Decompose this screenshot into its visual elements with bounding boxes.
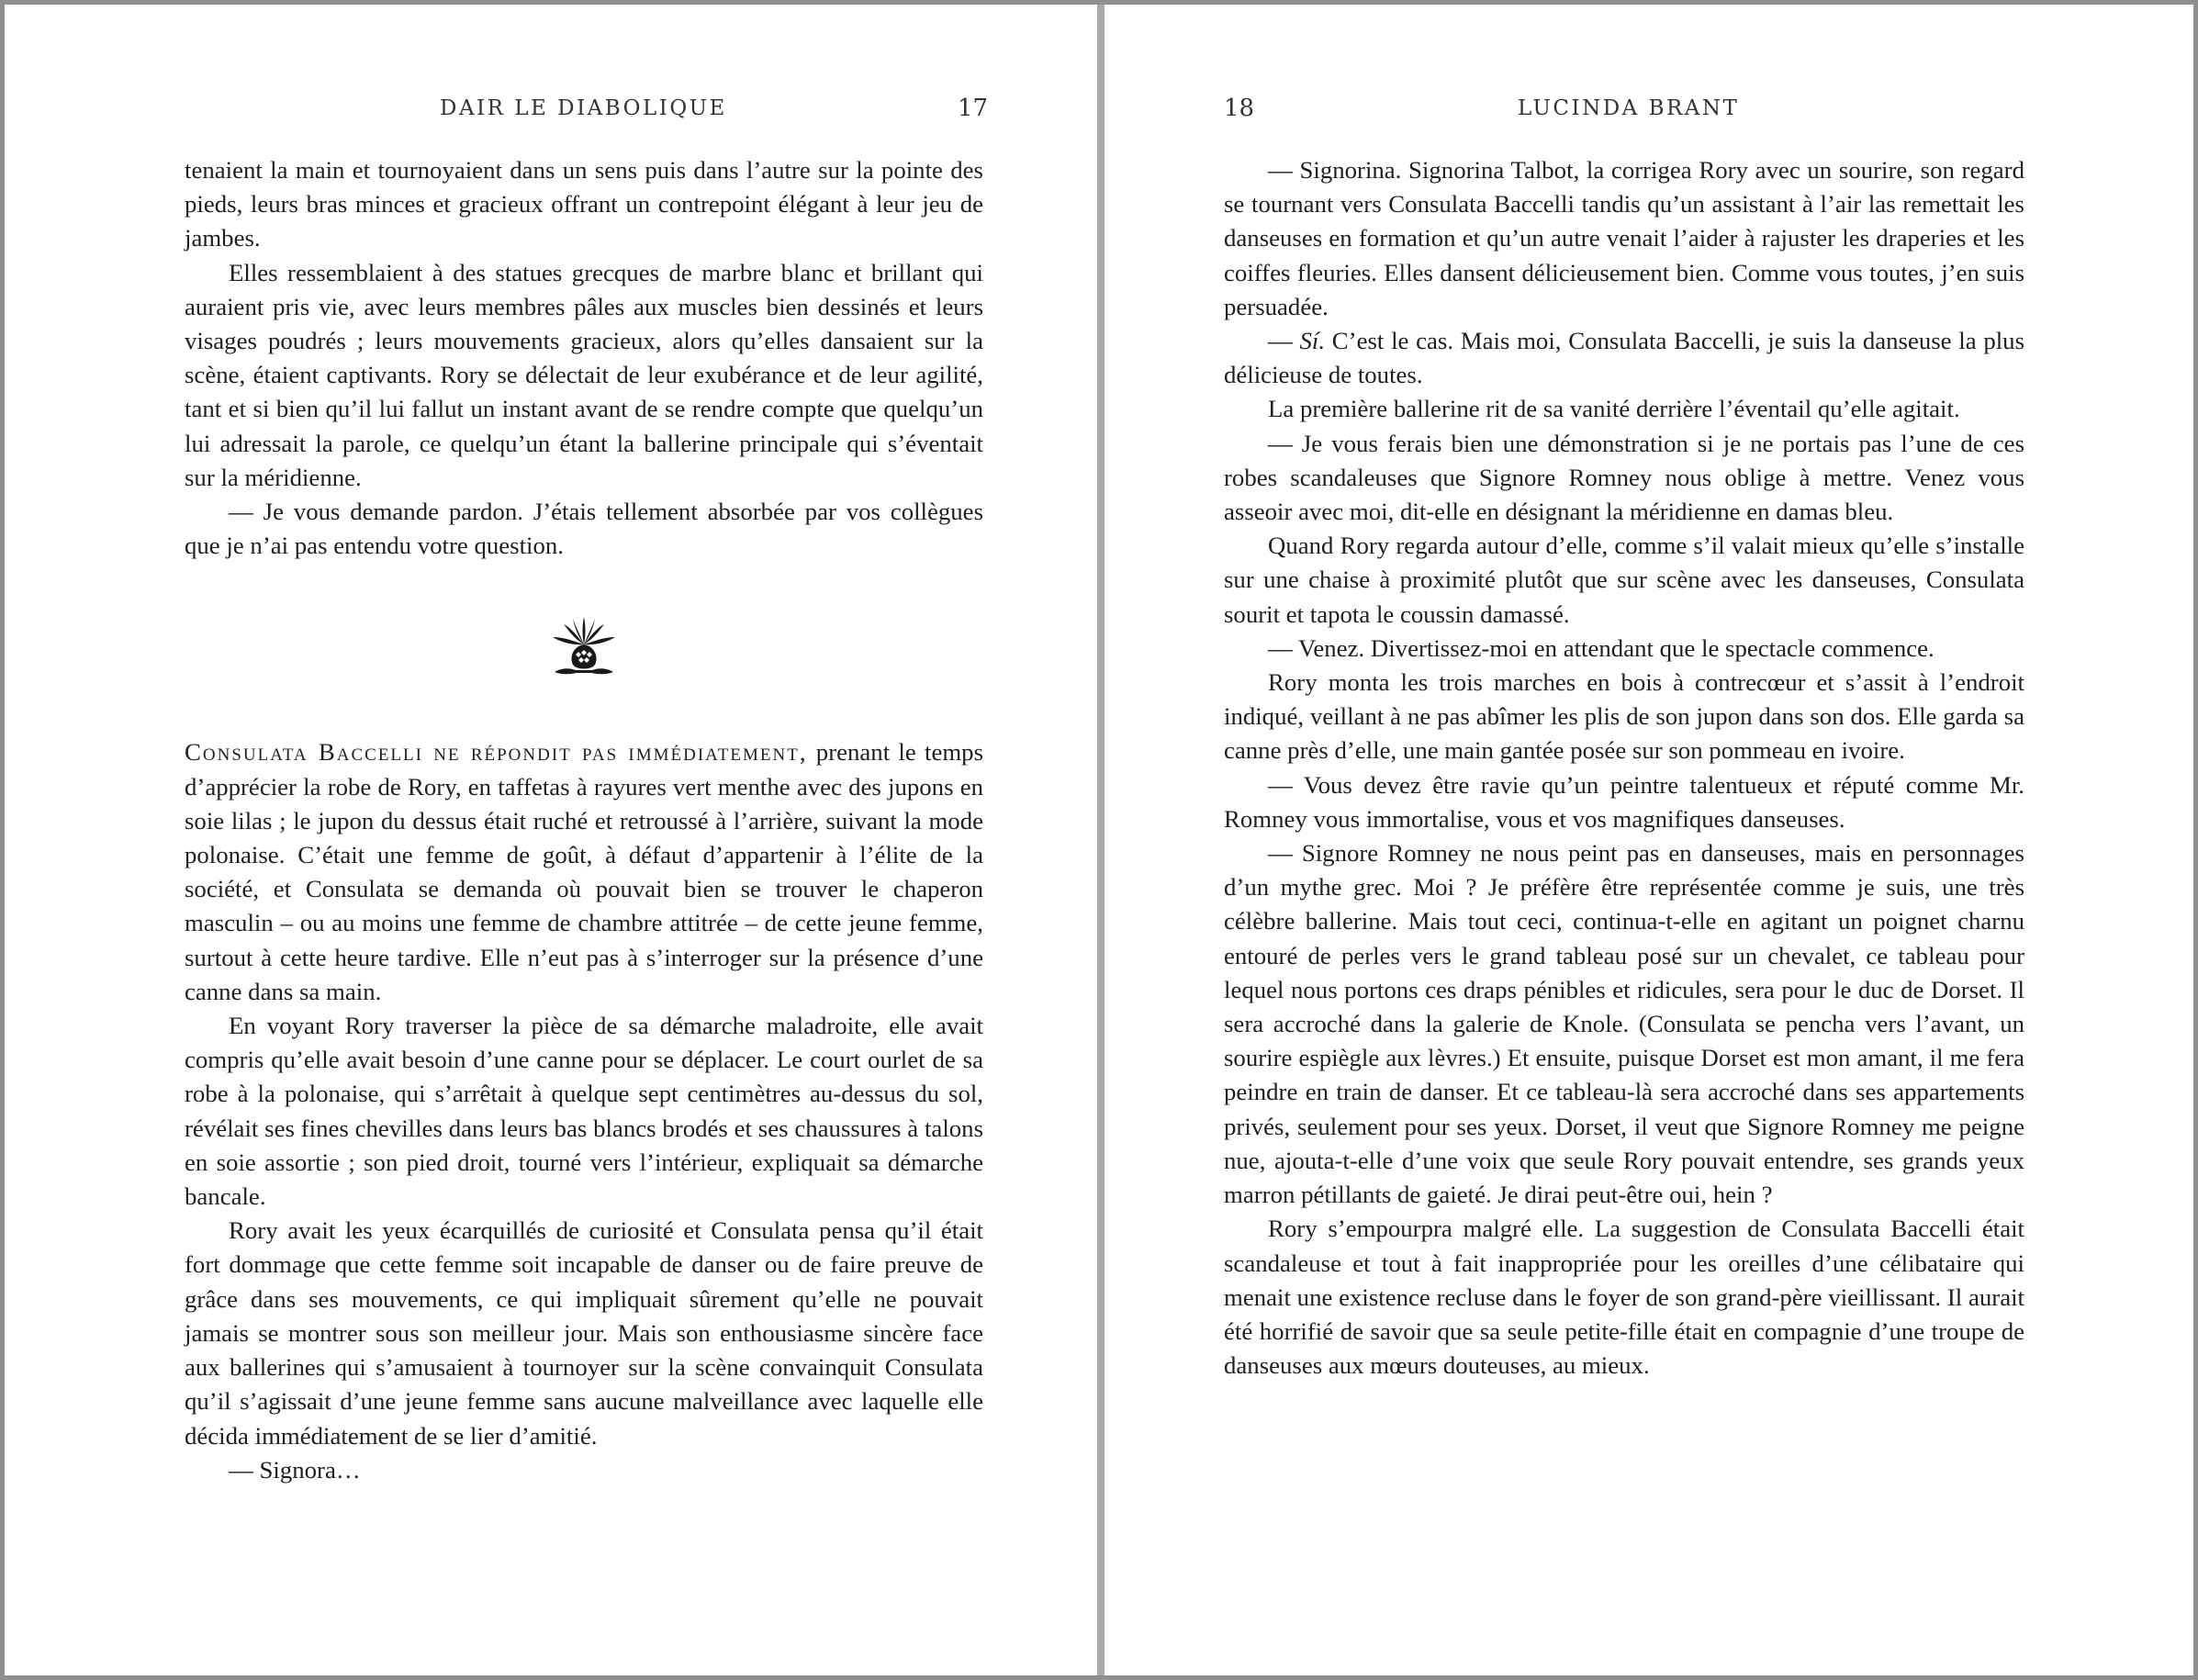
paragraph: — Je vous demande pardon. J’étais tellement absorbée par vos collègues que je n’ai pas entendu votre question. (185, 498, 983, 560)
paragraph: tenaient la main et tournoyaient dans un sens puis dans l’autre sur la pointe des pieds, leurs bras minces et gracieux offrant un contrepoint élégant à leur jeu de jambes. (185, 156, 983, 252)
right-page-body (1224, 153, 2024, 1383)
section-lead-rest: prenant le temps d’apprécier la robe de Rory, en taffetas à rayures vert menthe avec des jupons en soie lilas ; le jupon du dessus était ruché et retroussé à l’arrière, suivant la mode polonaise. C’était une femme de goût, à défaut d’appartenir à l’élite de la société, et Consulata se demanda où pouvait bien se trouver le chaperon masculin – ou au moins une femme de chambre attitrée – de cette jeune femme, surtout à cette heure tardive. Elle n’eut pas à s’interroger sur la présence d’une canne dans sa main. (185, 738, 984, 1005)
paragraph: — Venez. Divertissez-moi en attendant que le spectacle commence. (1268, 633, 1934, 662)
paragraph: Rory monta les trois marches en bois à contrecœur et s’assit à l’endroit indiqué, veillant à ne pas abîmer les plis de son jupon dans son dos. Elle garda sa canne près d’elle, une main gantée posée sur son pommeau en ivoire. (1224, 668, 2024, 765)
paragraph: Rory s’empourpra malgré elle. La suggestion de Consulata Baccelli était scandaleuse et tout à fait inappropriée pour les oreilles d’une célibataire qui menait une existence recluse dans le foyer de son grand-père vieillissant. Il aurait été horrifié de savoir que sa seule petite-fille était en compagnie d’une troupe de danseuses aux mœurs douteuses, au mieux. (1224, 1215, 2024, 1380)
italic-word: Sí. (1299, 327, 1326, 355)
paragraph (185, 735, 983, 1009)
running-header-author: LUCINDA BRANT (1518, 96, 1740, 120)
paragraph: — Signore Romney ne nous peint pas en danseuses, mais en personnages d’un mythe grec. Moi ? Je préfère être représentée comme je suis, une très célèbre ballerine. Mais tout ceci, continua-t-elle en agitant un poignet charnu entouré de perles vers le grand tableau posé sur un chevalet, ce tableau pour lequel nous portons ces draps pénibles et ridicules, sera pour le duc de Dorset. Il sera accroché dans la galerie de Knole. (Consulata se pencha vers l’avant, un sourire espiègle aux lèvres.) Et ensuite, puisque Dorset est mon amant, il me fera peindre en train de danser. Et ce tableau-là sera accroché dans ses appartements privés, seulement pour ses yeux. Dorset, il veut que Signore Romney me peigne nue, ajouta-t-elle d’une voix que seule Rory pouvait entendre, ses grands yeux marron pétillants de gaieté. Je dirai peut-être oui, hein ? (1224, 839, 2024, 1209)
pineapple-ornament-icon (547, 615, 621, 681)
paragraph: — Signora… (229, 1455, 361, 1484)
paragraph (1224, 324, 2024, 392)
paragraph: La première ballerine rit de sa vanité derrière l’éventail qu’elle agitait. (1268, 395, 1960, 423)
paragraph: — Je vous ferais bien une démonstration si je ne portais pas l’une de ces robes scandaleuses que Signore Romney nous oblige à mettre. Venez vous asseoir avec moi, dit-elle en désignant la méridienne en damas bleu. (1224, 429, 2024, 526)
page-number-right: 18 (1224, 95, 1255, 122)
section-break (185, 593, 983, 703)
dialog-rest: C’est le cas. Mais moi, Consulata Baccelli, je suis la danseuse la plus délicieuse de toutes. (1224, 327, 2025, 389)
paragraph: Rory avait les yeux écarquillés de curiosité et Consulata pensa qu’il était fort dommage que cette femme soit incapable de danser ou de faire preuve de grâce dans ses mouvements, ce qui impliquait sûrement qu’elle ne pouvait jamais se montrer sous son meilleur jour. Mais son enthousiasme sincère face aux ballerines qui s’amusaient à tournoyer sur la scène convainquit Consulata qu’il s’agissait d’une jeune femme sans aucune malveillance avec laquelle elle décida immédiatement de se lier d’amitié. (185, 1216, 983, 1450)
paragraph: — Vous devez être ravie qu’un peintre talentueux et réputé comme Mr. Romney vous immortalise, vous et vos magnifiques danseuses. (1224, 770, 2024, 833)
dialog-dash: — (1268, 327, 1300, 355)
paragraph: Quand Rory regarda autour d’elle, comme s’il valait mieux qu’elle s’installe sur une chaise à proximité plutôt que sur scène avec les danseuses, Consulata sourit et tapota le coussin damassé. (1224, 532, 2024, 628)
paragraph: Elles ressemblaient à des statues grecques de marbre blanc et brillant qui auraient pris vie, avec leurs membres pâles aux muscles bien dessinés et leurs visages poudrés ; leurs mouvements gracieux, alors qu’elles dansaient sur la scène, étaient captivants. Rory se délectait de leur exubérance et de leur agilité, tant et si bien qu’il lui fallut un instant avant de se rendre compte que quelqu’un lui adressait la parole, ce quelqu’un étant la ballerine principale qui s’éventait sur la méridienne. (185, 258, 983, 491)
section-lead-smallcaps: Consulata Baccelli ne répondit pas immédiatement, (185, 738, 808, 767)
page-number-left: 17 (958, 95, 989, 122)
left-page-body (185, 153, 983, 1487)
paragraph: — Signorina. Signorina Talbot, la corrigea Rory avec un sourire, son regard se tournant vers Consulata Baccelli tandis qu’un assistant à l’air las remettait les danseuses en formation et qu’un autre venait l’aider à rajuster les draperies et les coiffes fleuries. Elles dansent délicieusement bien. Comme vous toutes, j’en suis persuadée. (1224, 156, 2024, 320)
running-header-book-title: DAIR LE DIABOLIQUE (440, 96, 727, 120)
book-spread (5, 5, 2193, 1675)
right-page (1105, 5, 2193, 1675)
paragraph: En voyant Rory traverser la pièce de sa démarche maladroite, elle avait compris qu’elle avait besoin d’une canne pour se déplacer. Le court ourlet de sa robe à la polonaise, qui s’arrêtait à quelque sept centimètres au-dessus du sol, révélait ses fines chevilles dans leurs bas blancs brodés et ses chaussures à talons en soie assortie ; son pied droit, tourné vers l’intérieur, expliquait sa démarche bancale. (185, 1012, 983, 1211)
left-page (5, 5, 1097, 1675)
